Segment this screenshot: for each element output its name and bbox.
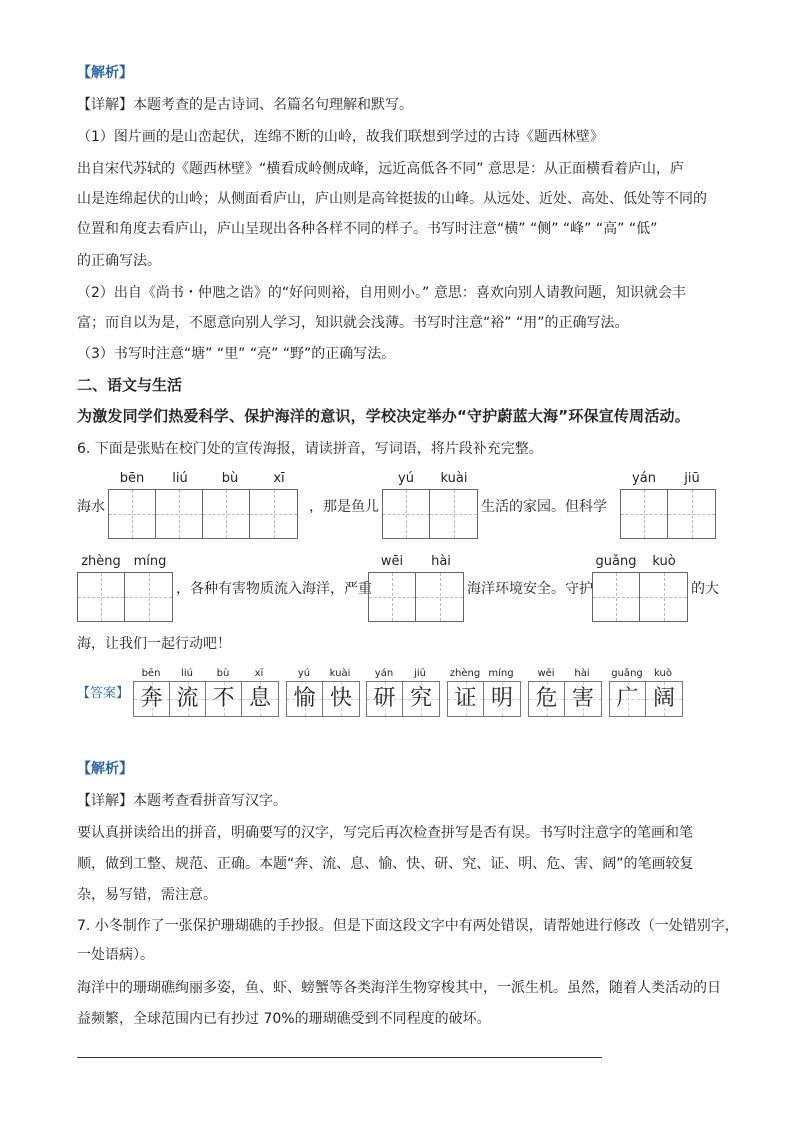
section-notice: 为激发同学们热爱科学、保护海洋的意识，学校决定举办“守护蔚蓝大海”环保宣传周活动。 [77, 407, 690, 425]
pinyin: hài [431, 554, 451, 569]
writing-cell[interactable] [593, 573, 640, 621]
answer-char: 快 [323, 682, 359, 716]
writing-grid-yanjiu[interactable] [620, 489, 716, 539]
writing-cell[interactable] [416, 573, 463, 621]
question-7-passage: 益频繁，全球范围内已有抄过 70%的珊瑚礁受到不同程度的破坏。 [77, 1011, 491, 1027]
pinyin: wēi [380, 554, 404, 569]
passage-text: 的大 [691, 581, 719, 597]
answer-pinyin: kuài [329, 668, 351, 679]
answer-pinyin: hài [574, 668, 590, 679]
analysis-paragraph: 要认真拼读给出的拼音，明确要写的汉字，写完后再次检查拼写是否有误。书写时注意字的笔画和笔 [77, 825, 693, 841]
analysis-detail: 【详解】本题考查看拼音写汉字。 [77, 793, 287, 809]
writing-cell[interactable] [156, 490, 203, 538]
answer-grid-guangkuo [609, 681, 683, 717]
answer-char: 息 [242, 682, 278, 716]
answer-pinyin: yán [374, 668, 394, 679]
question-7-passage: 海洋中的珊瑚礁绚丽多姿，鱼、虾、螃蟹等各类海洋生物穿梭其中，一派生机。虽然，随着人类活动的日 [77, 980, 721, 996]
question-7-prompt: 一处语病）。 [77, 947, 154, 963]
writing-grid-benliubuxi[interactable] [108, 489, 298, 539]
answer-char: 危 [529, 682, 565, 716]
pinyin: xī [273, 471, 285, 486]
writing-cell[interactable] [668, 490, 715, 538]
answer-grid-benliubuxi [133, 681, 279, 717]
passage-text: ，那是鱼儿 [309, 499, 379, 515]
answer-char: 流 [170, 682, 206, 716]
answer-char: 广 [610, 682, 646, 716]
analysis-paragraph: 顺，做到工整、规范、正确。本题“奔、流、息、愉、快、研、究、证、明、危、害、阔”的笔画较复 [77, 856, 694, 872]
pinyin: bēn [119, 471, 145, 486]
answer-grid-zhengming [447, 681, 521, 717]
answer-char: 愉 [287, 682, 323, 716]
answer-pinyin: bù [216, 668, 230, 679]
pinyin: yú [398, 471, 414, 486]
answer-pinyin: bēn [141, 668, 161, 679]
answer-grid-weihai [528, 681, 602, 717]
writing-cell[interactable] [203, 490, 250, 538]
passage-text: ，各种有害物质流入海洋，严重 [176, 581, 372, 597]
analysis-paragraph: 富；而自以为是，不愿意向别人学习，知识就会浅薄。书写时注意“裕” “用”的正确写法。 [77, 315, 629, 331]
answer-char: 明 [484, 682, 520, 716]
answer-grid-yanjiu [366, 681, 440, 717]
writing-cell[interactable] [125, 573, 172, 621]
writing-cell[interactable] [621, 490, 668, 538]
answer-pinyin: xī [254, 668, 264, 679]
answer-blank-line[interactable] [77, 1057, 602, 1058]
analysis-paragraph: 山是连绵起伏的山岭；从侧面看庐山，庐山则是高耸挺拔的山峰。从远处、近处、高处、低处等不同的 [77, 191, 707, 207]
passage-text: 生活的家园。但科学 [481, 499, 607, 515]
analysis-label: 【解析】 [77, 761, 133, 777]
passage-text: 海，让我们一起行动吧！ [77, 636, 231, 652]
answer-pinyin: wēi [537, 668, 555, 679]
answer-label: 【答案】 [77, 686, 130, 701]
answer-char: 害 [565, 682, 601, 716]
pinyin: bù [221, 471, 239, 486]
writing-grid-weihai[interactable] [368, 572, 464, 622]
pinyin: guǎng [595, 554, 637, 569]
answer-char: 奔 [134, 682, 170, 716]
pinyin: liú [172, 471, 188, 486]
analysis-paragraph: 出自宋代苏轼的《题西林壁》“横看成岭侧成峰，远近高低各不同” 意思是：从正面横看着庐山，庐 [77, 161, 684, 177]
answer-pinyin: míng [488, 668, 514, 679]
writing-cell[interactable] [78, 573, 125, 621]
answer-pinyin: kuò [654, 668, 672, 679]
writing-cell[interactable] [430, 490, 477, 538]
section-title: 二、语文与生活 [77, 376, 183, 394]
analysis-paragraph: （3）书写时注意“塘” “里” “亮” “野”的正确写法。 [77, 346, 396, 362]
passage-text: 海洋环境安全。守护 [467, 581, 593, 597]
answer-pinyin: guǎng [611, 668, 643, 679]
passage-text: 海水 [77, 499, 105, 515]
answer-char: 研 [367, 682, 403, 716]
writing-cell[interactable] [640, 573, 687, 621]
writing-grid-guangkuo[interactable] [592, 572, 688, 622]
pinyin: kuò [652, 554, 676, 569]
analysis-paragraph: （2）出自《尚书・仲虺之诰》的“好问则裕，自用则小。” 意思：喜欢向别人请教问题，知识就会丰 [77, 285, 686, 301]
answer-char: 阔 [646, 682, 682, 716]
pinyin: jiū [684, 471, 700, 486]
pinyin: yán [632, 471, 656, 486]
writing-grid-zhengming[interactable] [77, 572, 173, 622]
answer-pinyin: liú [181, 668, 193, 679]
analysis-paragraph: （1）图片画的是山峦起伏，连绵不断的山岭，故我们联想到学过的古诗《题西林壁》 [77, 129, 604, 145]
writing-cell[interactable] [369, 573, 416, 621]
answer-char: 究 [403, 682, 439, 716]
pinyin: kuài [440, 471, 468, 486]
answer-grid-yukuai [286, 681, 360, 717]
analysis-label: 【解析】 [77, 65, 133, 81]
analysis-paragraph: 的正确写法。 [77, 253, 161, 269]
writing-grid-yukuai[interactable] [382, 489, 478, 539]
answer-pinyin: yú [297, 668, 311, 679]
analysis-paragraph: 位置和角度去看庐山，庐山呈现出各种各样不同的样子。书写时注意“横” “侧” “峰” “高” “低” [77, 221, 658, 237]
pinyin: zhèng [81, 554, 121, 569]
answer-pinyin: jiū [414, 668, 426, 679]
analysis-paragraph: 杂，易写错，需注意。 [77, 887, 217, 903]
analysis-detail: 【详解】本题考查的是古诗词、名篇名句理解和默写。 [77, 97, 413, 113]
question-6-prompt: 6. 下面是张贴在校门处的宣传海报，请读拼音，写词语，将片段补充完整。 [77, 441, 543, 457]
answer-char: 证 [448, 682, 484, 716]
writing-cell[interactable] [250, 490, 297, 538]
pinyin: míng [133, 554, 167, 569]
writing-cell[interactable] [383, 490, 430, 538]
question-7-prompt: 7. 小冬制作了一张保护珊瑚礁的手抄报。但是下面这段文字中有两处错误，请帮她进行修改（一处错别字， [77, 918, 739, 934]
answer-pinyin: zhèng [449, 668, 481, 679]
answer-char: 不 [206, 682, 242, 716]
writing-cell[interactable] [109, 490, 156, 538]
